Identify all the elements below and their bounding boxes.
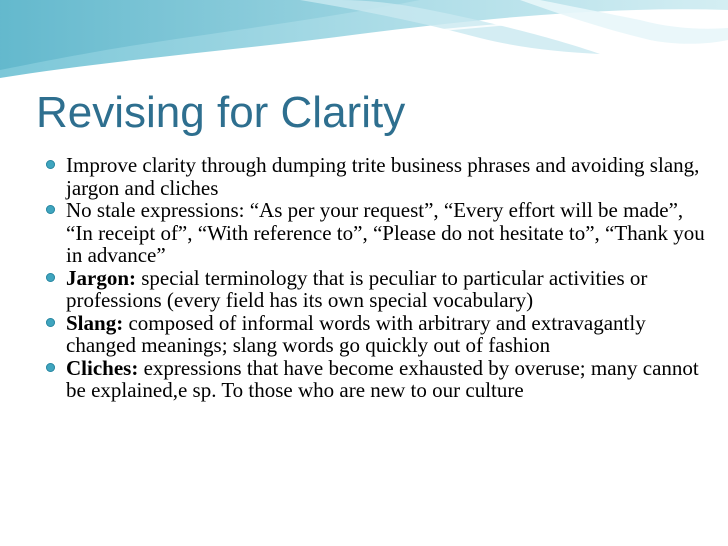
slide-title: Revising for Clarity [36,88,406,137]
bullet-term: Cliches: [66,355,139,380]
bullet-text: No stale expressions: “As per your request”, “Every effort will be made”, “In receipt of”, “With reference to”, “Please do not hesitate to”, “Thank you in advance” [66,198,705,267]
bullet-text: Improve clarity through dumping trite business phrases and avoiding slang, jargon and cliches [66,153,700,200]
bullet-item [46,312,706,357]
bullet-dot-icon [46,318,55,327]
bullet-dot-icon [46,363,55,372]
bullet-text: expressions that have become exhausted by overuse; many cannot be explained,e sp. To those who are new to our culture [66,355,699,402]
bullet-item [46,199,706,267]
bullet-list [46,154,706,402]
bullet-term: Slang: [66,310,124,335]
bullet-term: Jargon: [66,265,136,290]
bullet-text: composed of informal words with arbitrary and extravagantly changed meanings; slang words go quickly out of fashion [66,310,646,357]
bullet-text: special terminology that is peculiar to particular activities or professions (every field has its own special vocabulary) [66,265,648,312]
bullet-dot-icon [46,273,55,282]
bullet-item [46,357,706,402]
bullet-item [46,267,706,312]
bullet-dot-icon [46,205,55,214]
decorative-wave-header [0,0,728,90]
bullet-item [46,154,706,199]
bullet-dot-icon [46,160,55,169]
